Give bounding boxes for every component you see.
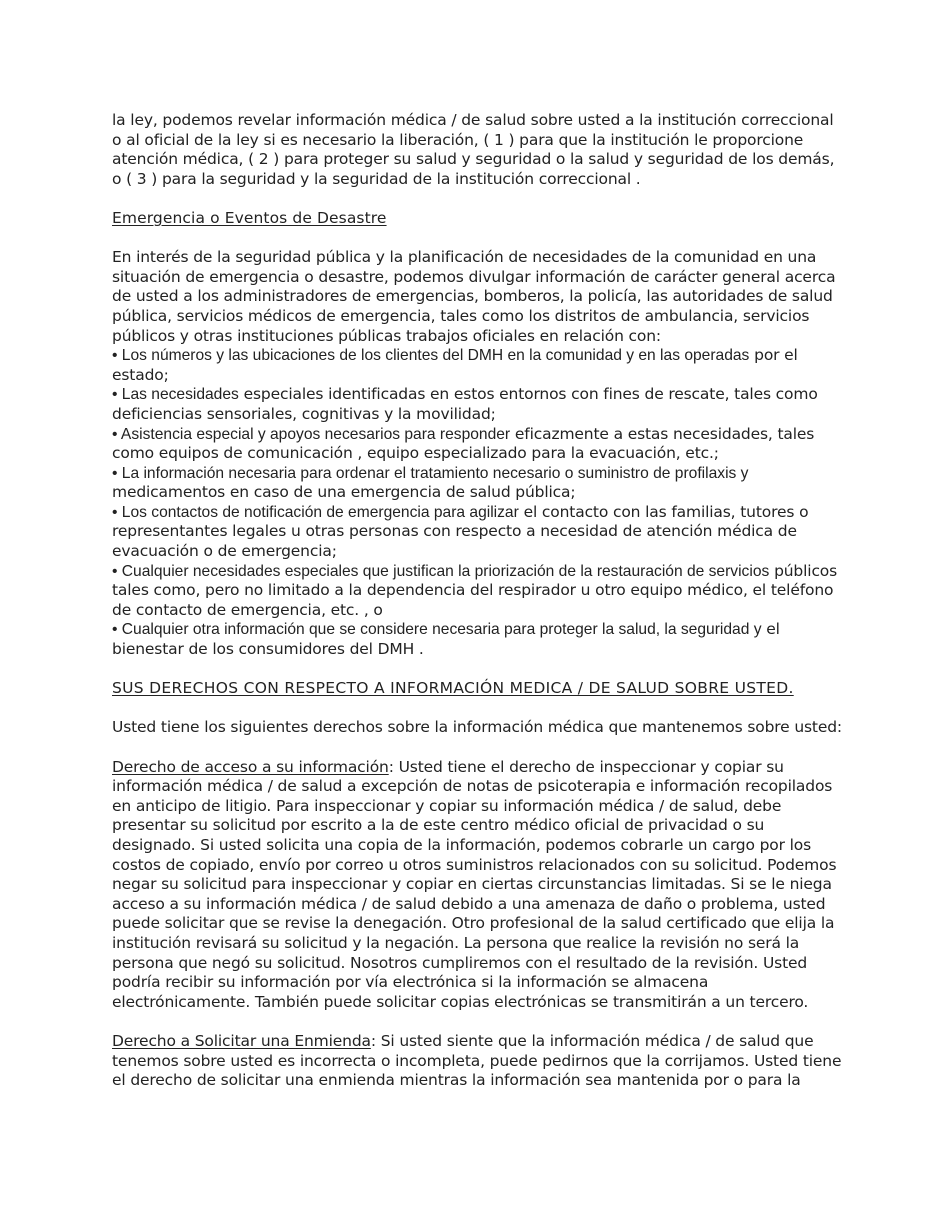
bullet-rest: medicamentos en caso de una emergencia de salud pública; <box>112 483 576 502</box>
bullet-rest: eficazmente a estas necesidades, tales como equipos de comunicación , equipo especializado para la evacuación, etc.; <box>112 424 815 463</box>
emergency-paragraph: En interés de la seguridad pública y la planificación de necesidades de la comunidad en una situación de emergencia o desastre, podemos divulgar información de carácter general acerca de usted a los administradores de emergencias, bomberos, la policía, las autoridades de salud pública, servicios médicos de emergencia, tales como los distritos de ambulancia, servicios públicos y otras instituciones públicas trabajos oficiales en relación con: <box>112 248 836 345</box>
bullet-item <box>112 464 842 503</box>
bullet-lead: • Las necesidades <box>112 386 239 404</box>
bullet-item <box>112 346 842 385</box>
bullet-lead: • Cualquier otra información que se considere necesaria para proteger la salud, la seguridad y <box>112 621 762 639</box>
rights-heading-text: SUS DERECHOS CON RESPECTO A INFORMACIÓN MEDICA / DE SALUD SOBRE USTED. <box>112 679 794 698</box>
emergency-heading <box>112 209 842 229</box>
spacer <box>112 738 842 758</box>
spacer <box>112 660 842 680</box>
bullet-item <box>112 425 842 464</box>
access-right-paragraph <box>112 758 842 1013</box>
spacer <box>112 699 842 719</box>
rights-intro: Usted tiene los siguientes derechos sobre la información médica que mantenemos sobre usted: <box>112 718 843 737</box>
bullet-rest: el contacto con las familias, tutores o representantes legales u otras personas con respecto a necesidad de atención médica de evacuación o de emergencia; <box>112 502 809 561</box>
bullet-lead: • Cualquier necesidades especiales que justifican la priorización de la restauración de servicios <box>112 562 770 580</box>
bullet-item <box>112 385 842 424</box>
amendment-right-text: : Si usted siente que la información médica / de salud que tenemos sobre usted es incorrecta o incompleta, puede pedirnos que la corrijamos. Usted tiene el derecho de solicitar una enmienda mientras la información sea mantenida por o para la <box>112 1031 842 1090</box>
spacer <box>112 189 842 209</box>
bullet-lead: • Los números y las ubicaciones de los clientes del DMH en la comunidad y en las operadas <box>112 347 750 365</box>
bullet-lead: • La información necesaria para ordenar el tratamiento necesario o suministro de profilaxis y <box>112 464 749 482</box>
bullet-lead: • Los contactos de notificación de emergencia para agilizar <box>112 503 519 521</box>
bullet-lead: • Asistencia especial y apoyos necesarios para responder <box>112 425 511 443</box>
intro-paragraph: la ley, podemos revelar información médica / de salud sobre usted a la institución correccional o al oficial de la ley si es necesario la liberación, ( 1 ) para que la institución le proporcione atención médica, ( 2 ) para proteger su salud y seguridad o la salud y seguridad de los demás, o ( 3 ) para la seguridad y la seguridad de la institución correccional . <box>112 111 835 188</box>
spacer <box>112 229 842 249</box>
document-page <box>112 111 842 1091</box>
bullet-rest: el bienestar de los consumidores del DMH . <box>112 620 780 659</box>
bullet-rest: públicos tales como, pero no limitado a la dependencia del respirador u otro equipo médico, el teléfono de contacto de emergencia, etc. , o <box>112 561 838 619</box>
rights-heading <box>112 679 842 699</box>
bullet-rest: por el estado; <box>112 346 798 384</box>
emergency-heading-text: Emergencia o Eventos de Desastre <box>112 208 387 227</box>
amendment-right-label: Derecho a Solicitar una Enmienda <box>112 1031 371 1050</box>
spacer <box>112 1012 842 1032</box>
access-right-text: : Usted tiene el derecho de inspeccionar y copiar su información médica / de salud a excepción de notas de psicoterapia e información recopilados en anticipo de litigio. Para inspeccionar y copiar su información médica / de salud, debe presentar su solicitud por escrito a la de este centro médico oficial de privacidad o su designado. Si usted solicita una copia de la información, podemos cobrarle un cargo por los costos de copiado, envío por correo u otros suministros relacionados con su solicitud. Podemos negar su solicitud para inspeccionar y copiar en ciertas circunstancias limitadas. Si se le niega acceso a su información médica / de salud debido a una amenaza de daño o problema, usted puede solicitar que se revise la denegación. Otro profesional de la salud certificado que elija la institución revisará su solicitud y la negación. La persona que realice la revisión no será la persona que negó su solicitud. Nosotros cumpliremos con el resultado de la revisión. Usted podría recibir su información por vía electrónica si la información se almacena electrónicamente. También puede solicitar copias electrónicas se transmitirán a un tercero. <box>112 757 837 1011</box>
bullet-item <box>112 562 842 621</box>
access-right-label: Derecho de acceso a su información <box>112 757 389 776</box>
bullet-item <box>112 503 842 562</box>
bullet-item <box>112 620 842 659</box>
bullet-rest: especiales identificadas en estos entornos con fines de rescate, tales como deficiencias sensoriales, cognitivas y la movilidad; <box>112 385 818 423</box>
amendment-right-paragraph <box>112 1032 842 1091</box>
